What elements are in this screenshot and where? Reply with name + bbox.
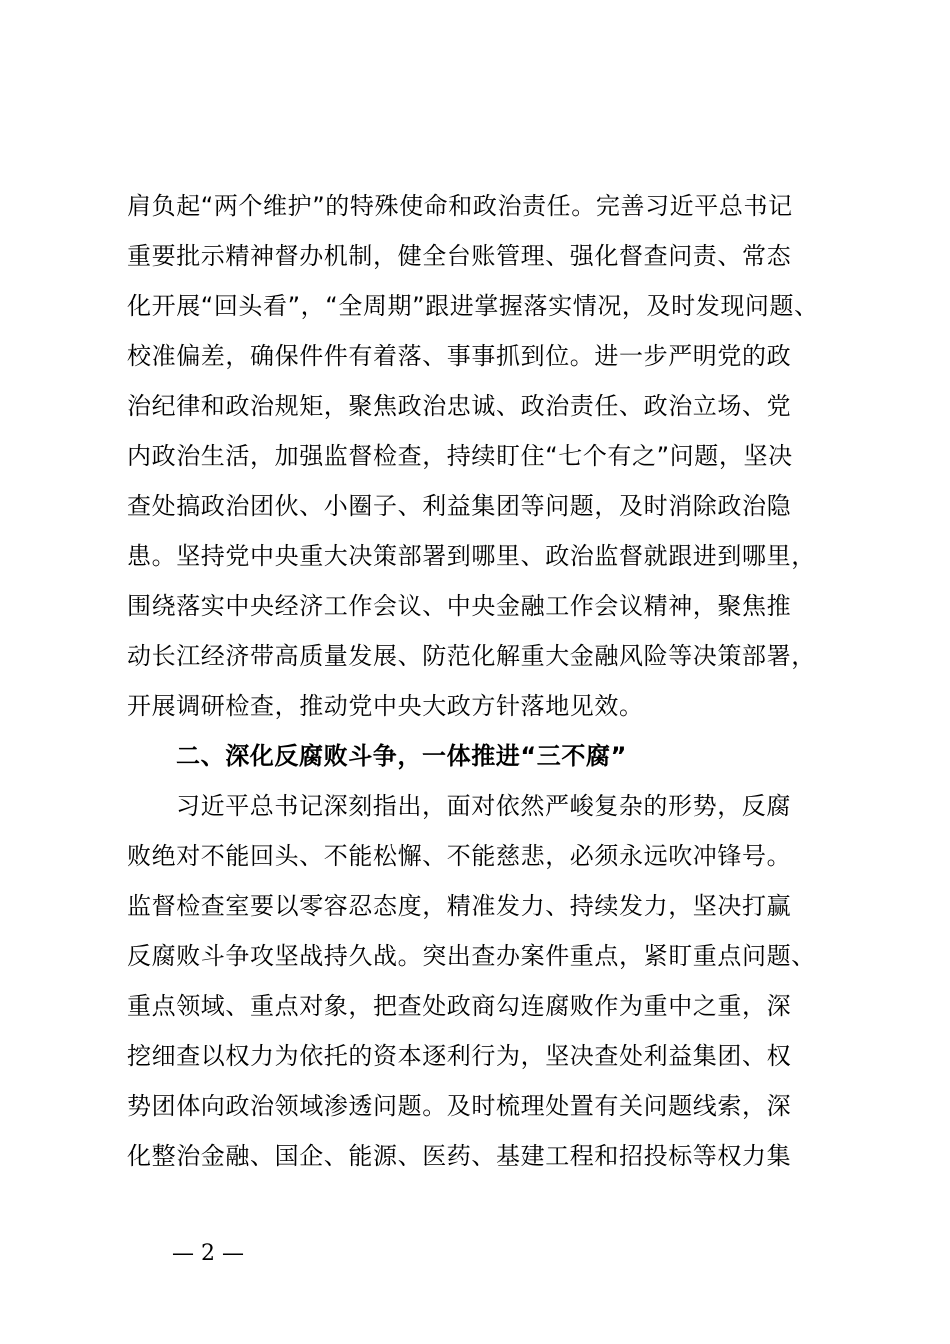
body-line: 肩负起“两个维护”的特殊使命和政治责任。完善习近平总书记 (127, 192, 793, 220)
page-number: — 2 — (172, 1241, 244, 1266)
body-line: 查处搞政治团伙、小圈子、利益集团等问题，及时消除政治隐 (127, 492, 792, 520)
body-line: 内政治生活，加强监督检查，持续盯住“七个有之”问题，坚决 (127, 442, 793, 470)
body-line: 反腐败斗争攻坚战持久战。突出查办案件重点，紧盯重点问题、 (127, 942, 816, 970)
body-line: 化开展“回头看”，“全周期”跟进掌握落实情况，及时发现问题、 (127, 292, 819, 320)
body-line: 监督检查室要以零容忍态度，精准发力、持续发力，坚决打赢 (127, 892, 792, 920)
body-line: 校准偏差，确保件件有着落、事事抓到位。进一步严明党的政 (127, 342, 792, 370)
body-line: 挖细查以权力为依托的资本逐利行为，坚决查处利益集团、权 (127, 1042, 792, 1070)
body-line: 重要批示精神督办机制，健全台账管理、强化督查问责、常态 (127, 242, 792, 270)
body-line: 势团体向政治领域渗透问题。及时梳理处置有关问题线索，深 (127, 1092, 792, 1120)
body-line: 围绕落实中央经济工作会议、中央金融工作会议精神，聚焦推 (127, 592, 792, 620)
body-line: 化整治金融、国企、能源、医药、基建工程和招投标等权力集 (127, 1142, 792, 1170)
body-line: 习近平总书记深刻指出，面对依然严峻复杂的形势，反腐 (176, 792, 791, 820)
body-line: 败绝对不能回头、不能松懈、不能慈悲，必须永远吹冲锋号。 (127, 842, 792, 870)
body-line: 重点领域、重点对象，把查处政商勾连腐败作为重中之重，深 (127, 992, 792, 1020)
section-heading: 二、深化反腐败斗争，一体推进“三不腐” (176, 742, 627, 770)
body-line: 开展调研检查，推动党中央大政方针落地见效。 (127, 692, 644, 720)
body-line: 动长江经济带高质量发展、防范化解重大金融风险等决策部署， (127, 642, 816, 670)
body-line: 患。坚持党中央重大决策部署到哪里、政治监督就跟进到哪里， (127, 542, 816, 570)
body-line: 治纪律和政治规矩，聚焦政治忠诚、政治责任、政治立场、党 (127, 392, 792, 420)
